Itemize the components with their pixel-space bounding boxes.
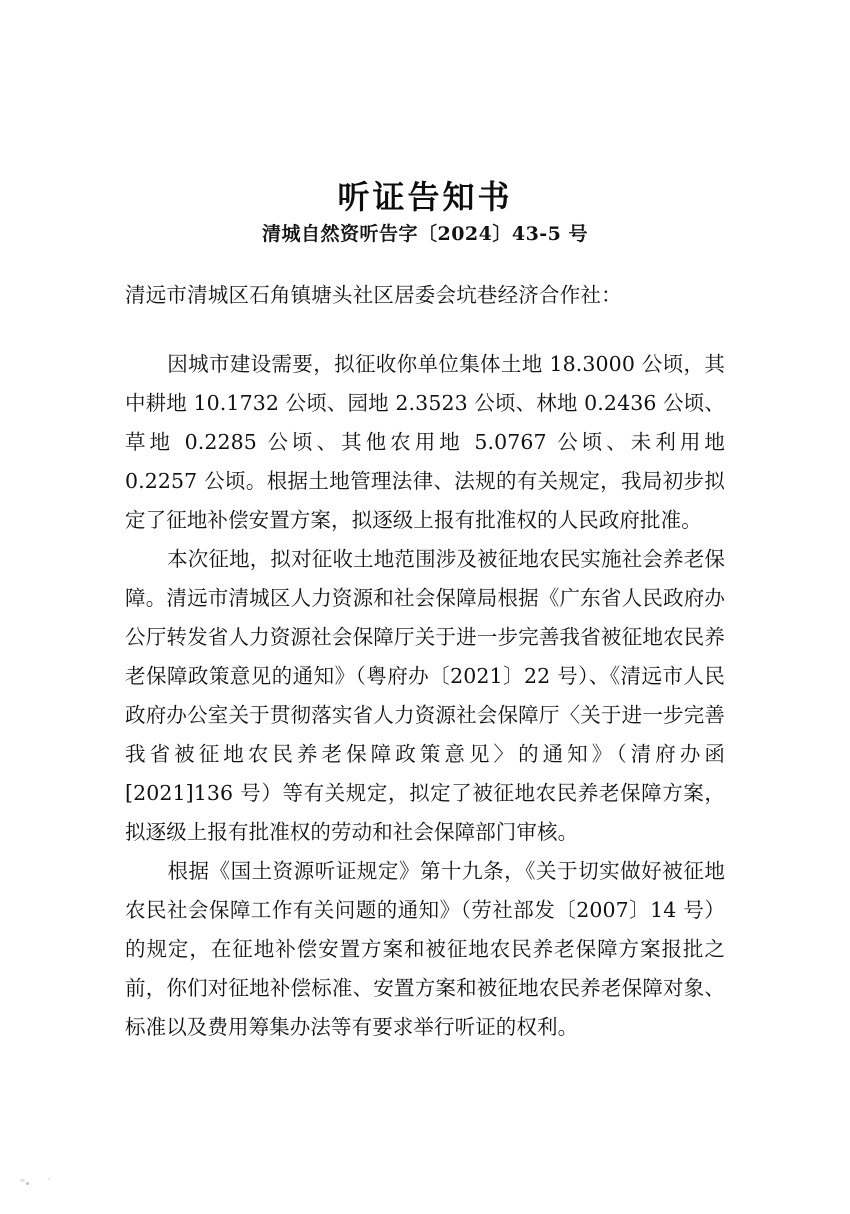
paragraph-text: 因城市建设需要，拟征收你单位集体土地 18.3000 公顷，其中耕地 10.1732 公顷、园地 2.3523 公顷、林地 0.2436 公顷、草地 0.2285 公顷、其他农用地 5.0767 公顷、未利用地 0.2257 公顷。根据土地管理法律、法规的有关规定，我局初步拟定了征地补偿安置方案，拟逐级上报有批准权的人民政府批准。	[125, 351, 725, 532]
paragraph-text: 根据《国土资源听证规定》第十九条，《关于切实做好被征地农民社会保障工作有关问题的通知》（劳社部发〔2007〕14 号）的规定，在征地补偿安置方案和被征地农民养老保障方案报批之前，你们对征地补偿标准、安置方案和被征地农民养老保障对象、标准以及费用筹集办法等有要求举行听证的权利。	[125, 858, 725, 1039]
paragraph-text: 本次征地，拟对征收土地范围涉及被征地农民实施社会养老保障。清远市清城区人力资源和社会保障局根据《广东省人民政府办公厅转发省人力资源社会保障厅关于进一步完善我省被征地农民养老保障政策意见的通知》（粤府办〔2021〕22 号）、《清远市人民政府办公室关于贯彻落实省人力资源社会保障厅〈关于进一步完善我省被征地农民养老保障政策意见〉的通知》（清府办函[2021]136 号）等有关规定，拟定了被征地农民养老保障方案，拟逐级上报有批准权的劳动和社会保障部门审核。	[125, 546, 725, 844]
recipient-line: 清远市清城区石角镇塘头社区居委会坑巷经济合作社：	[125, 283, 622, 307]
body-paragraph-1	[125, 345, 725, 540]
body-paragraph-3	[125, 852, 725, 1047]
document-number: 清城自然资听告字〔2024〕43-5 号	[261, 223, 589, 245]
scan-speckle	[26, 1182, 29, 1185]
page-title: 听证告知书	[337, 178, 513, 217]
scan-speckle	[20, 1179, 25, 1182]
scan-speckle	[48, 1178, 50, 1180]
body-paragraph-2	[125, 540, 725, 852]
